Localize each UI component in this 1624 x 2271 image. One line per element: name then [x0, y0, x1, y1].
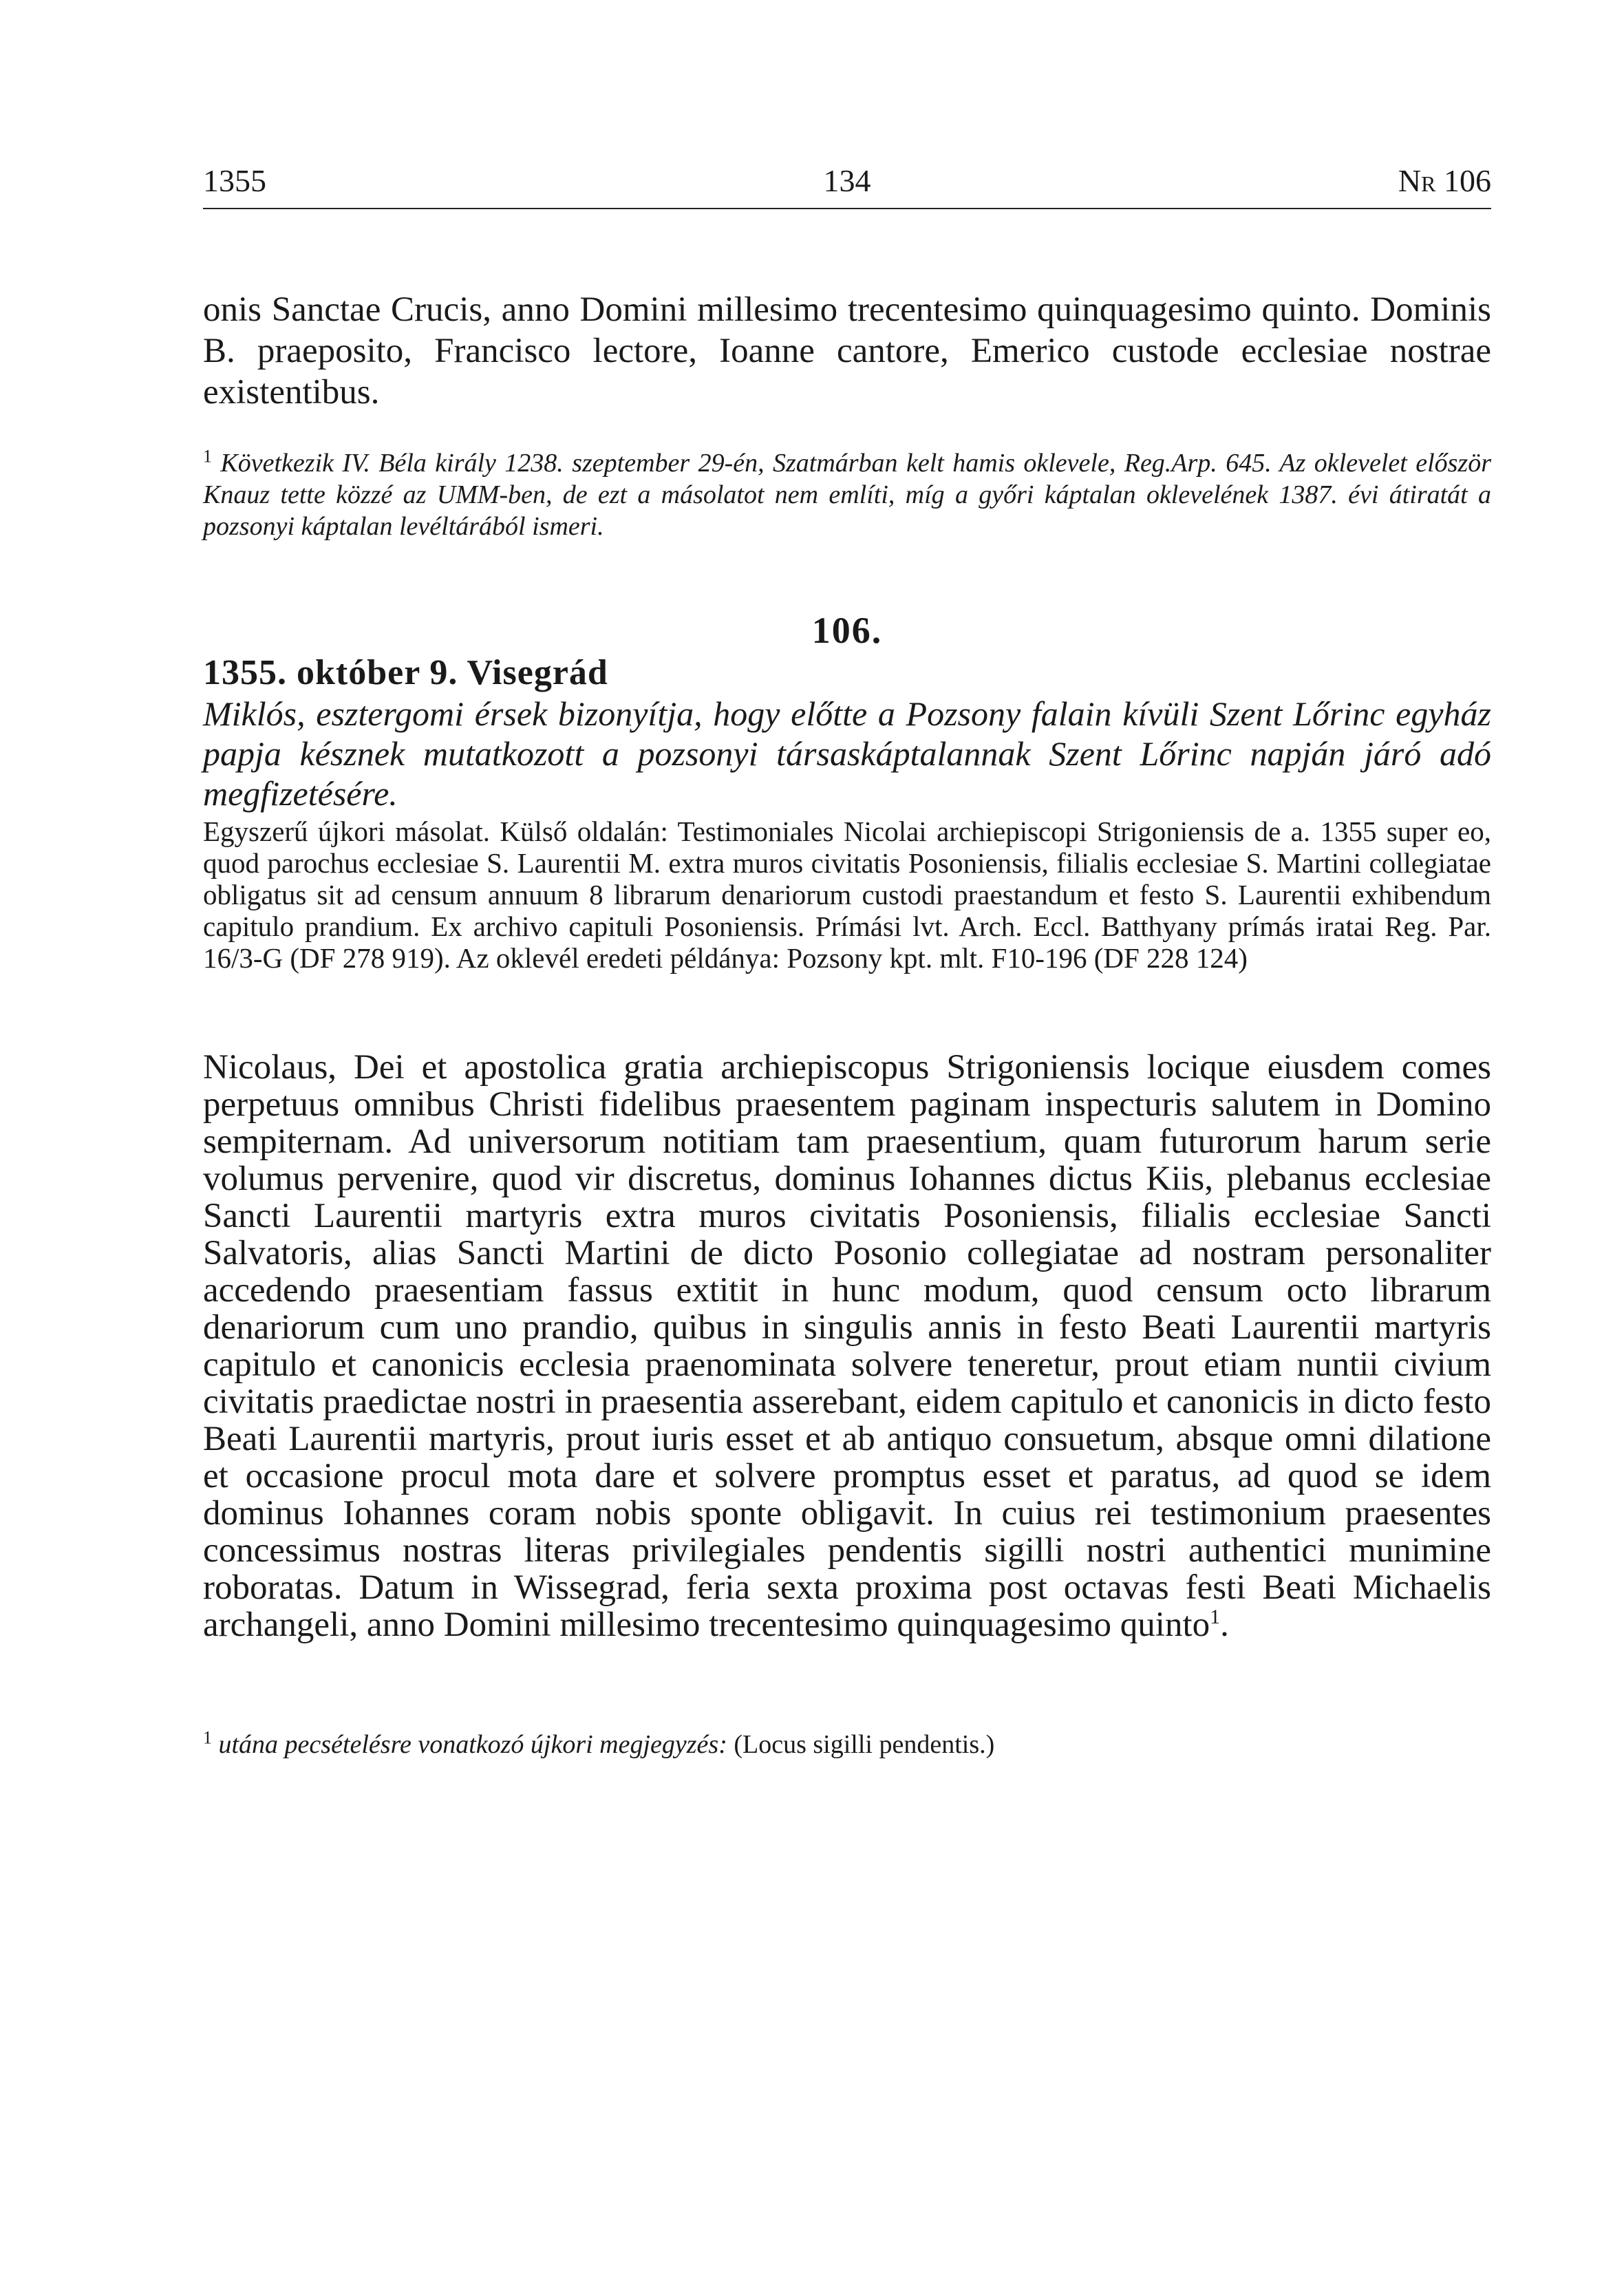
- body-footnote-mark: 1: [1210, 1606, 1221, 1628]
- document-tradition: Egyszerű újkori másolat. Külső oldalán: Testimoniales Nicolai archiepiscopi Strigoniensis de a. 1355 super eo, quod parochus ecclesiae S. Laurentii M. extra muros civitatis Posoniensis, filialis ecclesiae S. Martini collegiatae obligatus sit ad censum annuum 8 librarum denariorum custodi praestandum et festo S. Laurentii exhibendum capitulo prandium. Ex archivo capituli Posoniensis. Prímási lvt. Arch. Eccl. Batthyany prímás iratai Reg. Par. 16/3-G (DF 278 919). Az oklevél eredeti példánya: Pozsony kpt. mlt. F10-196 (DF 228 124): [203, 815, 1491, 974]
- document-body: [203, 1049, 1491, 1643]
- document-body-end: .: [1220, 1606, 1229, 1644]
- running-head: [203, 157, 1491, 205]
- document-footnote: [203, 1729, 1491, 1760]
- document-body-text: Nicolaus, Dei et apostolica gratia archiepiscopus Strigoniensis locique eiusdem comes perpetuus omnibus Christi fidelibus praesentem paginam inspecturis salutem in Domino sempiternam. Ad universorum notitiam tam praesentium, quam futurorum harum serie volumus pervenire, quod vir discretus, dominus Iohannes dictus Kiis, plebanus ecclesiae Sancti Laurentii martyris extra muros civitatis Posoniensis, filialis ecclesiae Sancti Salvatoris, alias Sancti Martini de dicto Posonio collegiatae ad nostram personaliter accedendo praesentiam fassus extitit in hunc modum, quod censum octo librarum denariorum cum uno prandio, quibus in singulis annis in festo Beati Laurentii martyris capitulo et canonicis ecclesia praenominata solvere teneretur, prout etiam nuntii civium civitatis praedictae nostri in praesentia asserebant, eidem capitulo et canonicis in dicto festo Beati Laurentii martyris, prout iuris esset et ab antiquo consuetum, absque omni dilatione et occasione procul mota dare et solvere promptus esset et paratus, ad quod se idem dominus Iohannes coram nobis sponte obligavit. In cuius rei testimonium praesentes concessimus nostras literas privilegiales pendentis sigilli nostri authentici munimine roboratas. Datum in Wissegrad, feria sexta proxima post octavas festi Beati Michaelis archangeli, anno Domini millesimo trecentesimo quinquagesimo quinto: [203, 1048, 1491, 1644]
- previous-document-footnote: [203, 447, 1491, 542]
- footnote-text: Következik IV. Béla király 1238. szeptember 29-én, Szatmárban kelt hamis oklevele, Reg.Arp. 645. Az oklevelet először Knauz tette közzé az UMM-ben, de ezt a másolatot nem említi, míg a győri káptalan oklevelének 1387. évi átiratát a pozsonyi káptalan levéltárából ismeri.: [203, 449, 1491, 541]
- document-reference: Nr 106: [1398, 163, 1491, 198]
- footnote-mark: 1: [203, 1727, 212, 1748]
- page-number: 134: [823, 163, 871, 198]
- document-date-place: 1355. október 9. Visegrád: [203, 653, 608, 692]
- header-rule: [203, 208, 1491, 209]
- document-summary: Miklós, esztergomi érsek bizonyítja, hogy előtte a Pozsony falain kívüli Szent Lőrinc egyház papja késznek mutatkozott a pozsonyi társaskáptalannak Szent Lőrinc napján járó adó megfizetésére.: [203, 694, 1491, 813]
- footnote-text: (Locus sigilli pendentis.): [734, 1730, 995, 1759]
- footnote-label: utána pecsételésre vonatkozó újkori megjegyzés:: [218, 1730, 727, 1759]
- running-head-year: 1355: [203, 163, 266, 198]
- previous-document-continuation: onis Sanctae Crucis, anno Domini millesimo trecentesimo quinquagesimo quinto. Dominis B. praeposito, Francisco lectore, Ioanne cantore, Emerico custode ecclesiae nostrae existentibus.: [203, 290, 1491, 412]
- footnote-mark: 1: [203, 446, 212, 467]
- document-number: 106.: [811, 610, 883, 651]
